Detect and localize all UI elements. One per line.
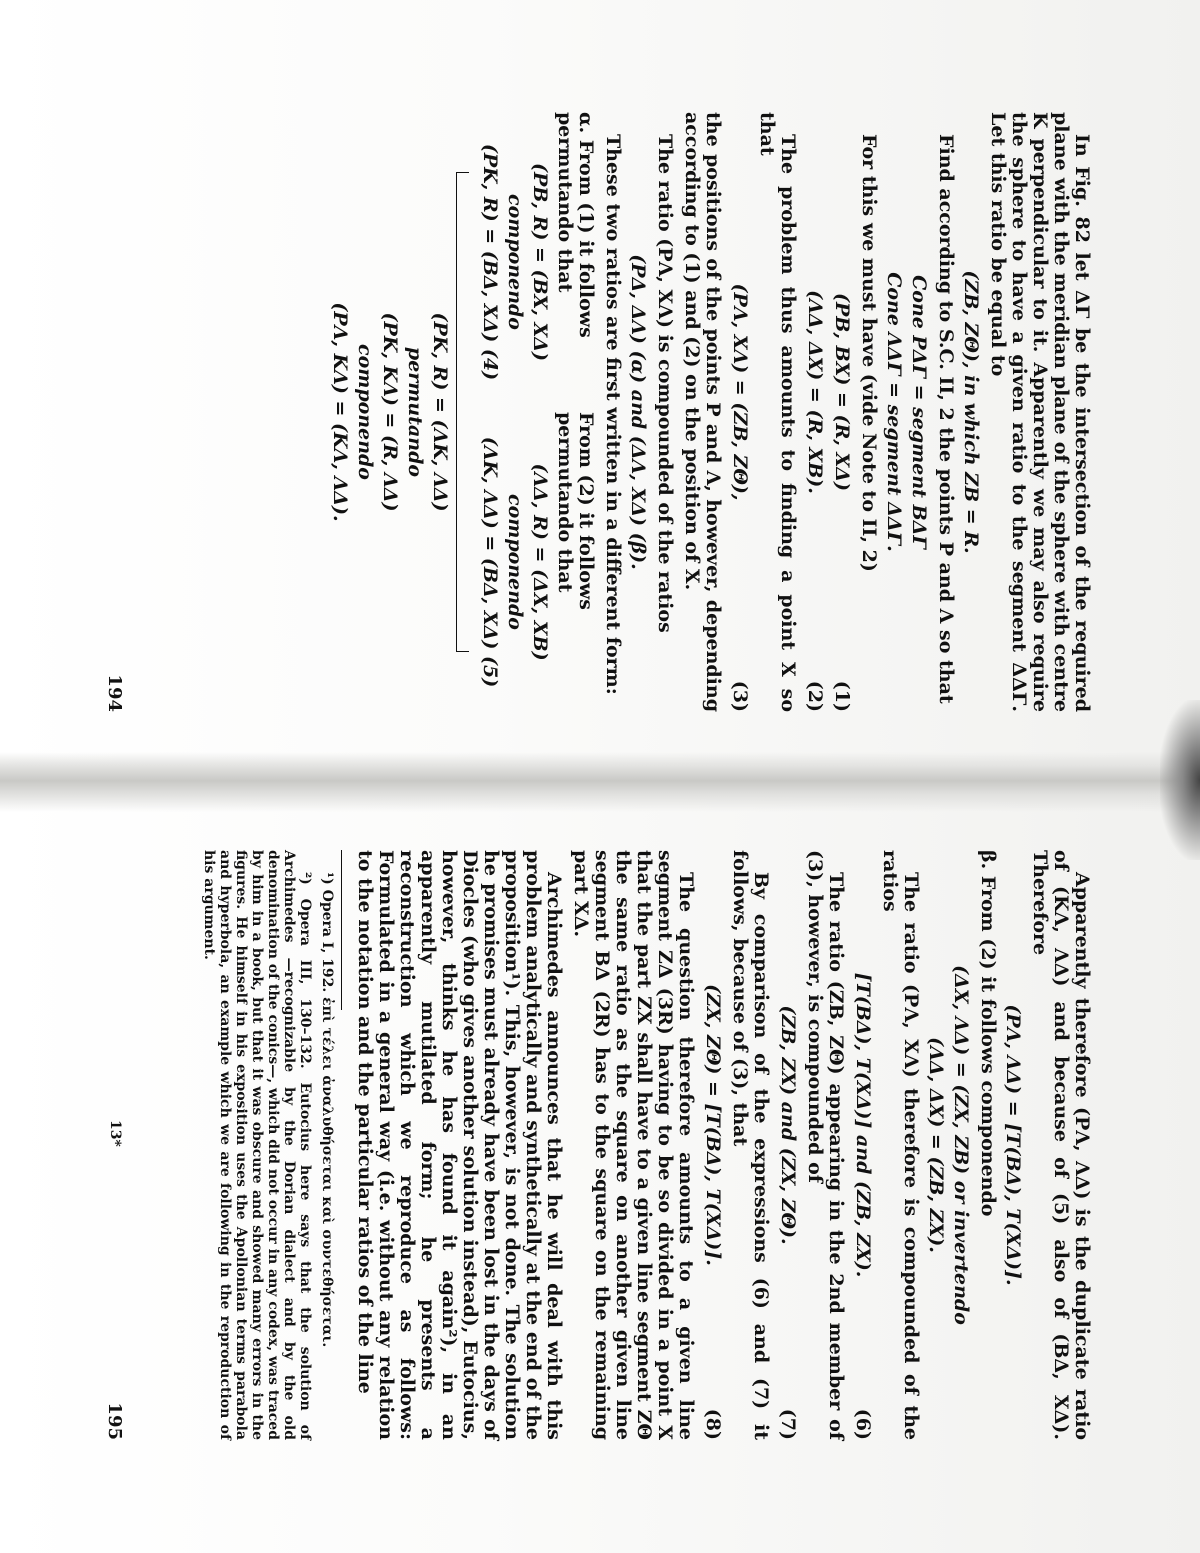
eq-beta-2: (ΛΔ, ΔX) = (ZB, ZX). [925,1037,947,1253]
eq3-formula: (PΛ, XΛ) = (ZB, ZΘ), [729,283,751,501]
ratio-pl-para: The ratio (PΛ, XΛ) therefore is compounded of the ratios [879,850,922,1440]
combined-3: (PK, KΛ) = (R, ΛΔ) [379,312,401,512]
para-intro: In Fig. 82 let ΔΓ be the intersection of the required plane with the meridian plane of the sphere with centre K perpendicular to it. Apparently we may also require the sphere to have a given ratio to the segment ΔΔΓ. Let this ratio be equal to [987,112,1093,712]
eq-beta-1: (ΔX, ΛΔ) = (ZX, ZB) or invertendo [950,965,972,1325]
apparently-para: Apparently therefore (PΛ, ΛΔ) is the duplicate ratio of (KΛ, ΛΔ) and because of (5) also of (BΔ, XΔ). Therefore [1029,850,1093,1440]
cone-line-2: Cone ΛΔΓ = segment ΔΔΓ. [883,272,905,552]
page-edge-shadow [1160,700,1200,860]
alpha-right-head: From (2) it follows permutando that [554,412,597,610]
problem-line: The problem thus amounts to finding a point X so that [756,112,799,712]
find-line: Find according to S.C. II, 2 the points P and Λ so that [935,134,957,704]
equation-8 [702,850,723,1440]
these-two-line: These two ratios are first written in a different form: [602,134,624,695]
eq3-number: (3) [729,680,751,712]
page-number-195: 195 [104,1402,125,1440]
for-this: For this we must have (vide Note to II, 2) [858,134,880,572]
alpha-left-2: componendo [504,194,526,330]
alpha-right-column [475,412,596,712]
positions-para: the positions of the points P and Λ, however, depending according to (1) and (2) on the position of X. [681,112,724,712]
equation-3 [729,112,750,712]
archimedes-para: Archimedes announces that he will deal with this problem analytically and synthetically at the end of the proposition¹). This, however, is not done. The solution he promises must already have been lost in the days of Diocles (who gives another solution instead), Eutocius, however, thinks he has found it again²), in an apparently mutilated form; he presents a reconstruction which we reproduce as follows: Formulated in a general way (i.e. without any relation to the notation and the particular ratios of the line [354,850,565,1440]
beta-head: β. From (2) it follows componendo [977,850,999,1217]
question-para: The question therefore amounts to a given line segment ZΔ (3R) having to be so divided in a point X that the part ZX shall have to a given line segment ZΘ the same ratio as the square on another given line segment BΔ (2R) has to the square on the remaining part XΔ. [570,850,697,1440]
alpha-derivations [475,112,596,712]
footnote-rule [341,850,342,1010]
page-194 [104,112,1093,712]
alpha-left-1: (PB, R) = (BX, XΔ) [529,163,551,361]
eq8-number: (8) [702,1408,724,1440]
equation-6 [852,850,873,1440]
alpha-left-column [475,112,596,412]
alpha-right-3: (ΛK, ΛΔ) = (BΔ, XΔ) (5) [479,436,501,688]
combined-4: componendo [354,344,376,480]
ratio-compounded: The ratio (PΛ, XΛ) is compounded of the ratios [654,134,676,633]
page-number-194: 194 [104,674,125,712]
combined-2: permutando [404,346,426,478]
eq-ratio: (ZB, ZΘ), in which ZB = R. [960,270,982,554]
ratio-zb-para: The ratio (ZB, ZΘ) appearing in the 2nd member of (3), however, is compounded of [804,850,847,1440]
eq2-number: (2) [804,680,826,712]
combined-5: (PΛ, KΛ) = (KΛ, ΛΔ). [329,302,351,522]
footnote-2: ²) Opera III, 130–132. Eutocius here says that the solution of Archimedes —recognizable by the Dorian dialect and by the old denomination of the conics—, which did not occur in any codex, was traced by him in a book, but that it was obscure and showed many errors in the figures. He himself in his exposition uses the Apollonian terms parabola and hyperbola, an example which we are following in the reproduction of his argument. [201,850,313,1440]
eq1-number: (1) [831,680,853,712]
eq7-formula: (ZB, ZX) and (ZX, ZΘ). [777,1005,799,1245]
combined-1: (PK, R) = (ΛK, ΛΔ) [429,312,451,512]
eq-alpha-beta: (PΔ, ΔΛ) (α) and (ΔΛ, XΔ) (β). [627,254,649,570]
signature-mark: 13* [107,1120,123,1147]
cone-line: Cone PΔΓ = segment BΔΓ [908,275,930,549]
book-spine-shadow [0,752,1200,812]
combine-bracket [456,172,469,652]
equation-2 [804,112,825,712]
eq-t: (PΛ, ΛΔ) = [T(BΔ), T(XΔ)]. [1002,1004,1024,1286]
eq2-formula: (ΛΔ, ΔX) = (R, XB). [804,290,826,494]
eq1-formula: (PB, BX) = (R, XΔ) [831,293,853,491]
alpha-right-1: (ΛΔ, R) = (ΔX, XB) [529,463,551,661]
alpha-right-2: componendo [504,494,526,630]
footnote-1: ¹) Opera I, 192. ἐπὶ τέλει ἀναλυθήσεται καὶ συντεθήσεται. [319,872,335,1348]
equation-7 [777,850,798,1440]
equation-1 [831,112,852,712]
eq8-formula: (ZX, ZΘ) = [T(BΔ), T(XΔ)]. [702,984,724,1266]
alpha-left-3: (PK, R) = (BΔ, XΔ) (4) [479,143,501,381]
eq6-formula: [T(BΔ), T(XΔ)] and (ZB, ZX). [852,972,874,1278]
alpha-left-head: α. From (1) it follows permutando that [554,112,597,338]
comparison-para: By comparison of the expressions (6) and (7) it follows, because of (3), that [729,850,772,1440]
eq6-number: (6) [852,1408,874,1440]
eq7-number: (7) [777,1408,799,1440]
page-195 [104,850,1093,1440]
